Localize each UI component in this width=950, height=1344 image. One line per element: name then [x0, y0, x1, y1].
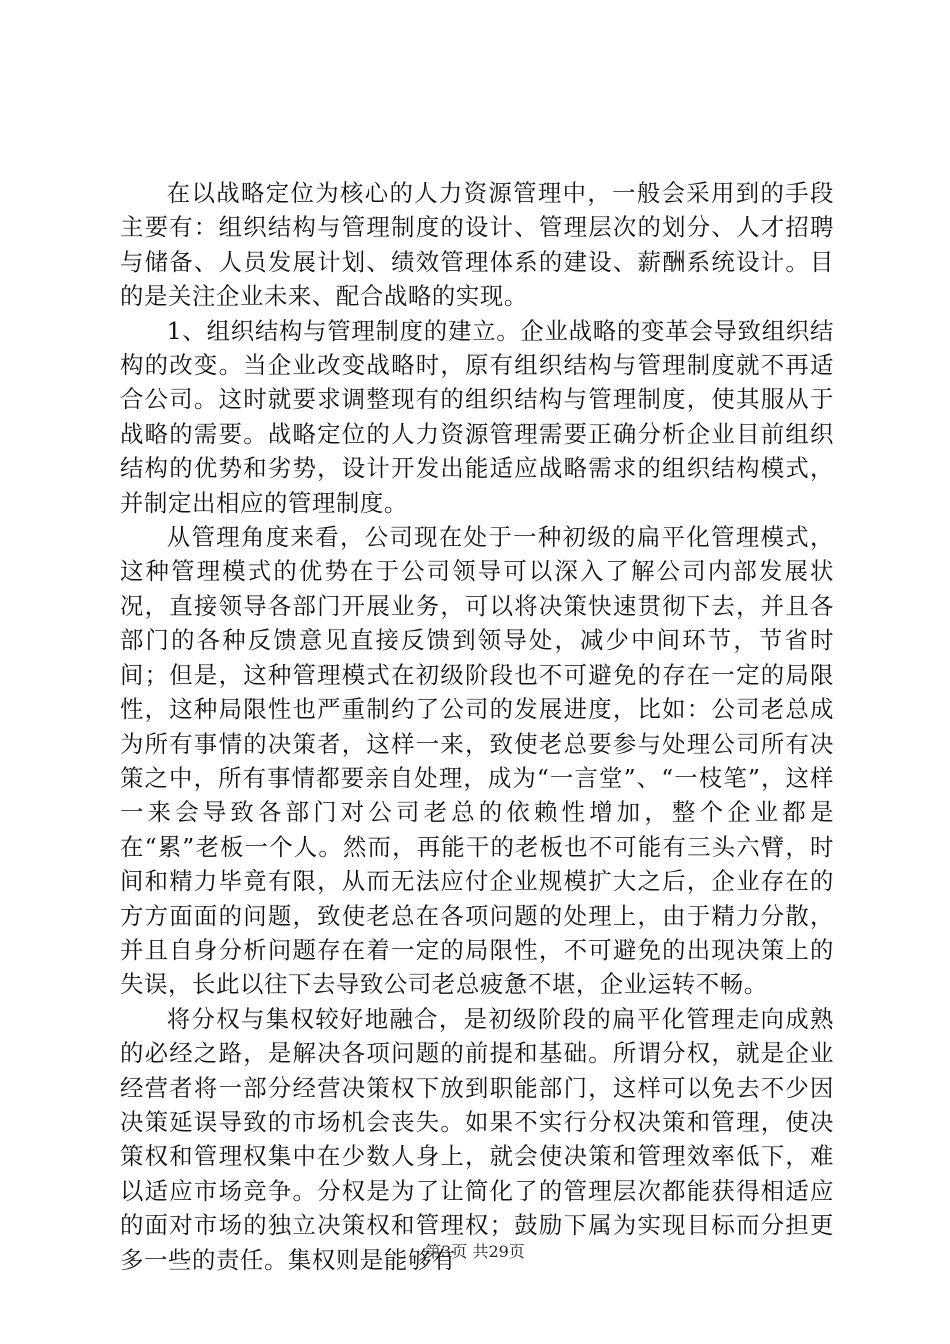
document-body	[120, 176, 834, 1277]
paragraph-2: 1、组织结构与管理制度的建立。企业战略的变革会导致组织结构的改变。当企业改变战略时，原有组织结构与管理制度就不再适合公司。这时就要求调整现有的组织结构与管理制度，使其服从于战略的需要。战略定位的人力资源管理需要正确分析企业目前组织结构的优势和劣势，设计开发出能适应战略需求的组织结构模式，并制定出相应的管理制度。	[120, 316, 834, 517]
paragraph-4: 将分权与集权较好地融合，是初级阶段的扁平化管理走向成熟的必经之路，是解决各项问题的前提和基础。所谓分权，就是企业经营者将一部分经营决策权下放到职能部门，这样可以免去不少因决策延误导致的市场机会丧失。如果不实行分权决策和管理，使决策权和管理权集中在少数人身上，就会使决策和管理效率低下，难以适应市场竞争。分权是为了让简化了的管理层次都能获得相适应的面对市场的独立决策权和管理权；鼓励下属为实现目标而分担更多一些的责任。集权则是能够有	[120, 1004, 834, 1274]
paragraph-3: 从管理角度来看，公司现在处于一种初级的扁平化管理模式，这种管理模式的优势在于公司领导可以深入了解公司内部发展状况，直接领导各部门开展业务，可以将决策快速贯彻下去，并且各部门的各种反馈意见直接反馈到领导处，减少中间环节，节省时间；但是，这种管理模式在初级阶段也不可避免的存在一定的局限性，这种局限性也严重制约了公司的发展进度，比如：公司老总成为所有事情的决策者，这样一来，致使老总要参与处理公司所有决策之中，所有事情都要亲自处理，成为“一言堂”、“一枝笔”，这样一来会导致各部门对公司老总的依赖性增加，整个企业都是在“累”老板一个人。然而，再能干的老板也不可能有三头六臂，时间和精力毕竟有限，从而无法应付企业规模扩大之后，企业存在的方方面面的问题，致使老总在各项问题的处理上，由于精力分散，并且自身分析问题存在着一定的局限性，不可避免的出现决策上的失误，长此以往下去导致公司老总疲惫不堪，企业运转不畅。	[120, 523, 834, 999]
paragraph-1: 在以战略定位为核心的人力资源管理中，一般会采用到的手段主要有：组织结构与管理制度的设计、管理层次的划分、人才招聘与储备、人员发展计划、绩效管理体系的建设、薪酬系统设计。目的是关注企业未来、配合战略的实现。	[120, 179, 834, 311]
page-number-footer: 第3页 共29页	[425, 1242, 525, 1261]
